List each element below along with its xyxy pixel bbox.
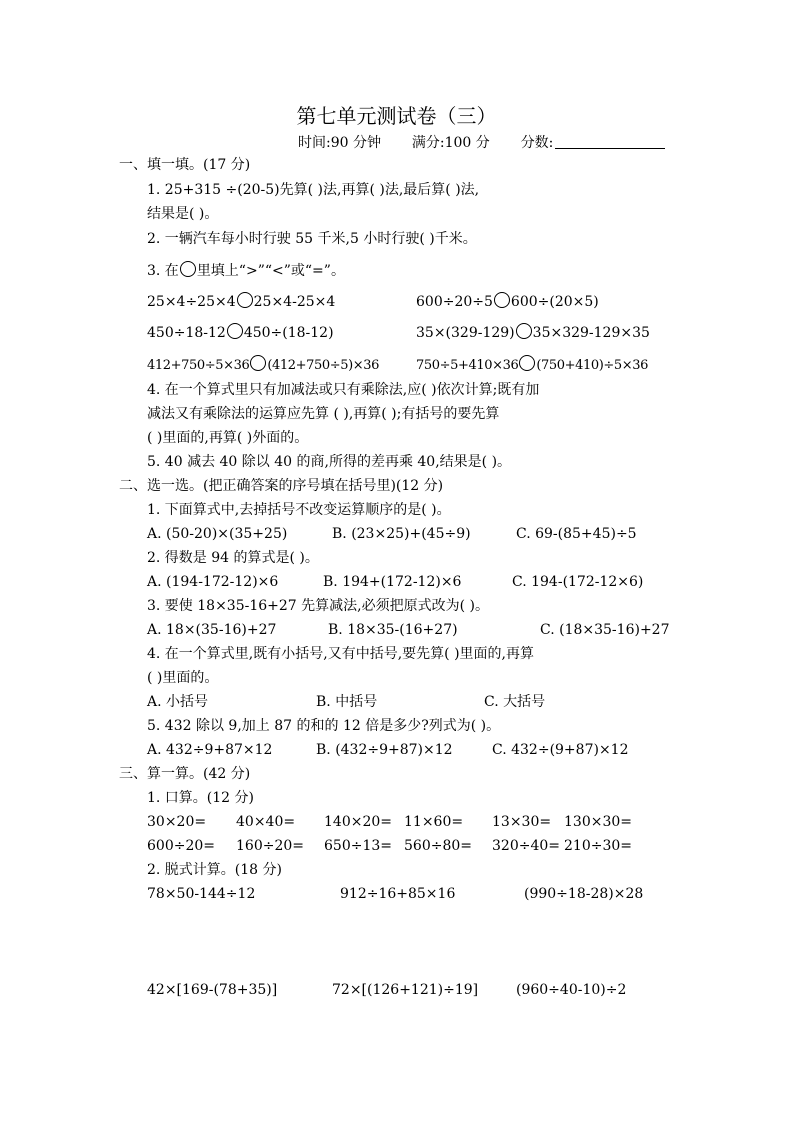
question-text: 1. 口算。(12 分) bbox=[147, 790, 254, 806]
question-text: 5. 40 减去 40 除以 40 的商,所得的差再乘 40,结果是( )。 bbox=[147, 454, 512, 470]
option-c: C. 大括号 bbox=[484, 694, 546, 710]
question-text: 4. 在一个算式里,既有小括号,又有中括号,要先算( )里面的,再算 bbox=[147, 646, 534, 662]
option-c: C. 432÷(9+87)×12 bbox=[492, 742, 629, 758]
oral-item: 320÷40= bbox=[492, 838, 560, 854]
option-a: A. (194-172-12)×6 bbox=[147, 574, 279, 590]
option-b: B. 194+(172-12)×6 bbox=[323, 574, 462, 590]
compare-left: 35×(329-129) bbox=[416, 325, 515, 341]
time-label: 时间:90 分钟 bbox=[298, 135, 381, 151]
full-score-label: 满分:100 分 bbox=[411, 135, 490, 151]
compare-circle[interactable] bbox=[494, 292, 510, 308]
compare-left: 750÷5+410×36 bbox=[416, 358, 519, 373]
option-c: C. 194-(172-12×6) bbox=[512, 574, 644, 590]
oral-item: 11×60= bbox=[404, 814, 464, 830]
option-a: A. (50-20)×(35+25) bbox=[147, 526, 288, 542]
question-text: 4. 在一个算式里只有加减法或只有乘除法,应( )依次计算;既有加 bbox=[147, 382, 540, 398]
option-c: C. 69-(85+45)÷5 bbox=[516, 526, 637, 542]
compare-right: 600÷(20×5) bbox=[510, 294, 599, 310]
oral-item: 40×40= bbox=[236, 814, 296, 830]
question-text: ( )里面的,再算( )外面的。 bbox=[147, 430, 309, 446]
compare-circle[interactable] bbox=[519, 355, 535, 371]
oral-item: 140×20= bbox=[324, 814, 392, 830]
circle-blank-icon bbox=[180, 261, 196, 277]
expression-item: 72×[(126+121)÷19] bbox=[332, 982, 479, 998]
compare-left: 412+750÷5×36 bbox=[147, 358, 250, 373]
expression-item: (960÷40-10)÷2 bbox=[516, 982, 627, 998]
score-label: 分数: bbox=[520, 135, 554, 151]
exam-meta bbox=[298, 134, 665, 152]
compare-right: 25×4-25×4 bbox=[253, 294, 336, 310]
compare-left: 25×4÷25×4 bbox=[147, 294, 236, 310]
expression-item: 42×[169-(78+35)] bbox=[147, 982, 278, 998]
question-text: 1. 25+315 ÷(20-5)先算( )法,再算( )法,最后算( )法, bbox=[147, 182, 480, 198]
oral-item: 650÷13= bbox=[324, 838, 392, 854]
question-text: 结果是( )。 bbox=[147, 206, 219, 222]
question-text: 减法又有乘除法的运算应先算 ( ),再算( );有括号的要先算 bbox=[147, 406, 500, 422]
oral-item: 560÷80= bbox=[404, 838, 472, 854]
expression-item: (990÷18-28)×28 bbox=[524, 886, 644, 902]
question-text: 2. 脱式计算。(18 分) bbox=[147, 862, 282, 878]
oral-item: 210÷30= bbox=[564, 838, 632, 854]
compare-right: 35×329-129×35 bbox=[532, 325, 650, 341]
option-a: A. 18×(35-16)+27 bbox=[147, 622, 277, 638]
question-text: 3. 在 bbox=[147, 263, 179, 279]
compare-item bbox=[147, 355, 379, 375]
compare-circle[interactable] bbox=[250, 355, 266, 371]
option-b: B. 18×35-(16+27) bbox=[328, 622, 458, 638]
question-text: 1. 下面算式中,去掉括号不改变运算顺序的是( )。 bbox=[147, 502, 451, 518]
question-text bbox=[147, 261, 345, 280]
compare-left: 450÷18-12 bbox=[147, 325, 226, 341]
option-b: B. (23×25)+(45÷9) bbox=[332, 526, 471, 542]
question-text: 2. 一辆汽车每小时行驶 55 千米,5 小时行驶( )千米。 bbox=[147, 231, 477, 247]
compare-right: (412+750÷5)×36 bbox=[267, 358, 379, 373]
option-b: B. (432÷9+87)×12 bbox=[316, 742, 453, 758]
expression-item: 912÷16+85×16 bbox=[340, 886, 456, 902]
compare-right: (750+410)÷5×36 bbox=[536, 358, 648, 373]
oral-item: 13×30= bbox=[492, 814, 552, 830]
compare-item bbox=[416, 292, 599, 311]
option-a: A. 小括号 bbox=[147, 694, 209, 710]
compare-item bbox=[416, 355, 648, 375]
option-c: C. (18×35-16)+27 bbox=[540, 622, 670, 638]
question-text: 里填上“>”“<”或“=”。 bbox=[196, 263, 345, 279]
question-text: 3. 要使 18×35-16+27 先算减法,必须把原式改为( )。 bbox=[147, 598, 489, 614]
compare-right: 450÷(18-12) bbox=[243, 325, 334, 341]
oral-item: 160÷20= bbox=[236, 838, 304, 854]
section-heading: 二、选一选。(把正确答案的序号填在括号里)(12 分) bbox=[119, 478, 444, 494]
section-heading: 一、填一填。(17 分) bbox=[119, 157, 251, 173]
option-b: B. 中括号 bbox=[316, 694, 378, 710]
score-blank[interactable] bbox=[555, 134, 665, 149]
compare-circle[interactable] bbox=[227, 323, 243, 339]
oral-item: 30×20= bbox=[147, 814, 207, 830]
compare-item bbox=[147, 323, 334, 342]
question-text: 5. 432 除以 9,加上 87 的和的 12 倍是多少?列式为( )。 bbox=[147, 718, 501, 734]
expression-item: 78×50-144÷12 bbox=[147, 886, 256, 902]
oral-item: 130×30= bbox=[564, 814, 632, 830]
oral-item: 600÷20= bbox=[147, 838, 215, 854]
compare-item bbox=[147, 292, 335, 311]
option-a: A. 432÷9+87×12 bbox=[147, 742, 273, 758]
question-text: ( )里面的。 bbox=[147, 670, 219, 686]
compare-left: 600÷20÷5 bbox=[416, 294, 493, 310]
page-title: 第七单元测试卷（三） bbox=[296, 104, 497, 128]
section-heading: 三、算一算。(42 分) bbox=[119, 766, 251, 782]
compare-circle[interactable] bbox=[516, 323, 532, 339]
compare-item bbox=[416, 323, 650, 342]
compare-circle[interactable] bbox=[237, 292, 253, 308]
question-text: 2. 得数是 94 的算式是( )。 bbox=[147, 550, 319, 566]
